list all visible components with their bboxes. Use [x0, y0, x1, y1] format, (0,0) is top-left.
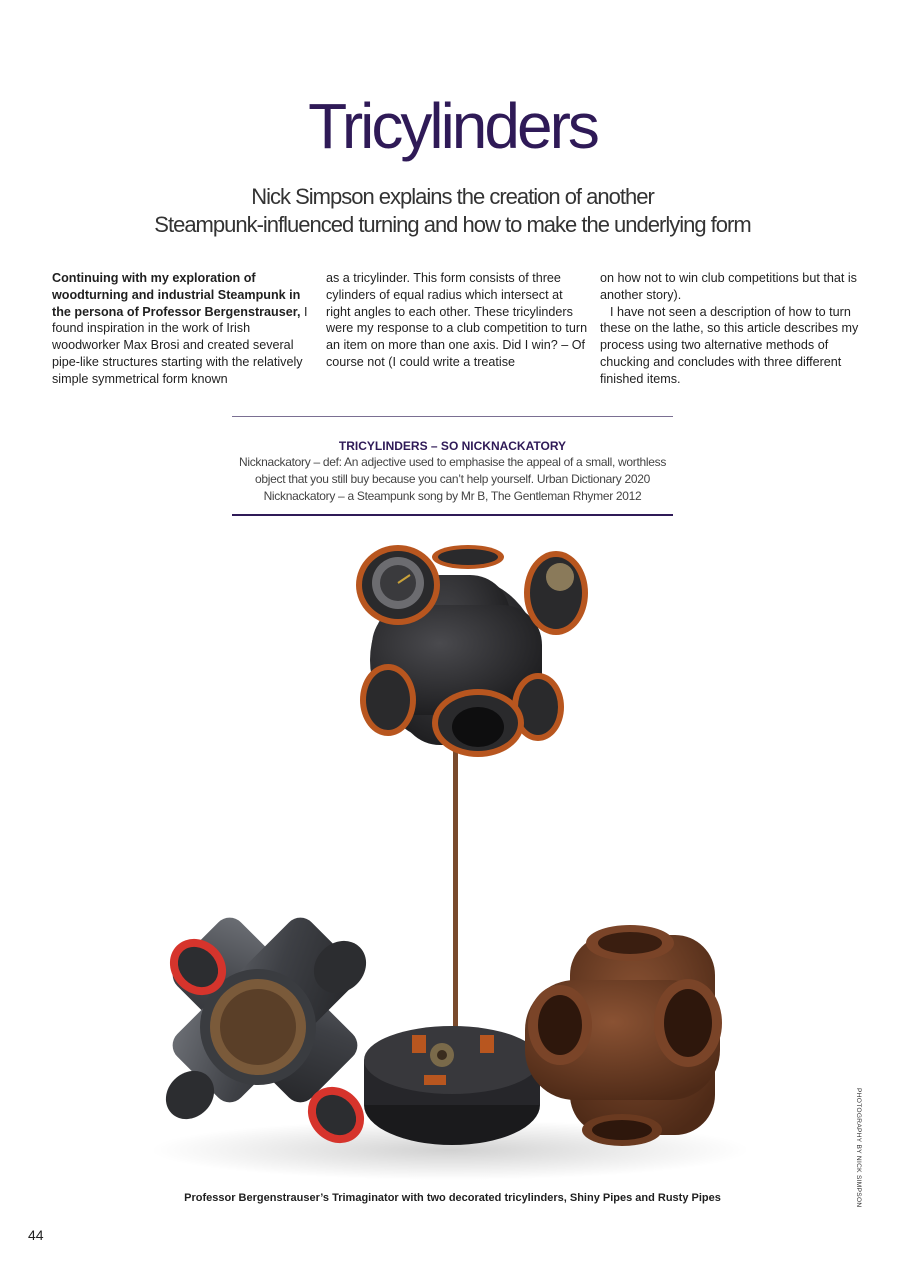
body-column-1: [52, 270, 314, 388]
photo-caption: Professor Bergenstrauser’s Trimaginator with two decorated tricylinders, Shiny Pipes and Rusty Pipes: [184, 1192, 721, 1204]
sidebar-line-2: object that you still buy because you can’t help yourself. Urban Dictionary 2020: [255, 472, 650, 486]
shiny-pipes-tricylinder: [156, 911, 377, 1155]
black-tricylinder: [356, 545, 588, 757]
article-subtitle: [0, 183, 905, 239]
column-3-paragraph-2: I have not seen a description of how to turn these on the lathe, so this article describes my process using two alternative methods of chucking and concludes with three different finished items.: [600, 304, 859, 386]
intro-paragraph: [52, 270, 314, 388]
trimaginator-base: [364, 1026, 540, 1145]
article-title: Tricylinders: [308, 90, 597, 162]
subtitle-line-2: Steampunk-influenced turning and how to make the underlying form: [154, 212, 751, 237]
sidebar-box: [232, 416, 673, 516]
trimaginator-photo: [140, 535, 765, 1185]
body-column-2: [326, 270, 588, 388]
column-3-paragraph-1: on how not to win club competitions but that is another story).: [600, 271, 857, 302]
photo-credit-text: PHOTOGRAPHY BY NICK SIMPSON: [855, 1088, 862, 1208]
page-number: 44: [28, 1227, 44, 1243]
subtitle-line-1: Nick Simpson explains the creation of another: [251, 184, 654, 209]
intro-lead: Continuing with my exploration of woodturning and industrial Steampunk in the persona of Professor Bergenstrauser,: [52, 271, 301, 319]
body-columns: [52, 270, 862, 388]
body-column-3: [600, 270, 862, 388]
intro-rest: I found inspiration in the work of Irish woodworker Max Brosi and created several pipe-like structures starting with the relatively simple symmetrical form known: [52, 304, 308, 386]
photo-credit: [855, 1088, 872, 1208]
sidebar-title: TRICYLINDERS – SO NICKNACKATORY: [338, 439, 567, 453]
column-2-text: as a tricylinder. This form consists of three cylinders of equal radius which intersect at right angles to each other. These tricylinders were my response to a club competition to turn an item on more than one axis. Did I win? – Of course not (I could write a treatise: [326, 271, 588, 369]
brass-stem: [453, 740, 458, 1060]
sidebar-line-3: Nicknackatory – a Steampunk song by Mr B, The Gentleman Rhymer 2012: [263, 489, 642, 503]
sidebar-line-1: Nicknackatory – def: An adjective used to emphasise the appeal of a small, worthless: [238, 455, 667, 469]
rusty-pipes-tricylinder: [525, 925, 722, 1146]
